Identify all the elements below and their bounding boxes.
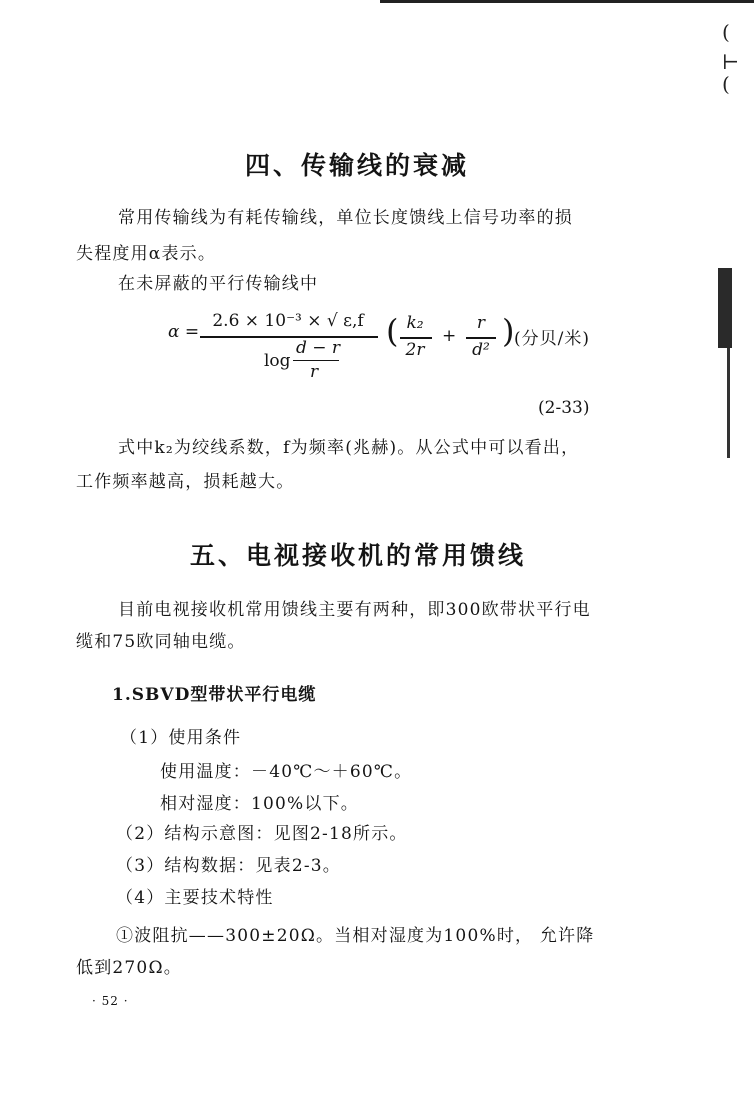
section-5-paragraph-1-line-1: 目前电视接收机常用馈线主要有两种，即300欧带状平行电 bbox=[118, 600, 591, 620]
list-item-4: （4）主要技术特性 bbox=[116, 888, 274, 908]
list-item-4-1-line-2: 低到270Ω。 bbox=[76, 958, 182, 978]
formula-paren-open: ( bbox=[386, 312, 399, 350]
list-item-1-a: 使用温度：－40℃～＋60℃。 bbox=[160, 762, 413, 782]
formula-term2-denominator: d² bbox=[472, 340, 490, 360]
formula-log-denominator: r bbox=[310, 362, 319, 382]
section-4-paragraph-1-line-2: 失程度用α表示。 bbox=[76, 244, 217, 264]
formula-paren-close: ) bbox=[502, 312, 515, 350]
formula-term2-bar bbox=[466, 337, 496, 339]
list-item-1: （1）使用条件 bbox=[120, 728, 242, 748]
section-4-paragraph-3-line-2: 工作频率越高，损耗越大。 bbox=[76, 472, 295, 492]
formula-term1-numerator: k₂ bbox=[406, 313, 424, 333]
formula-fraction-bar bbox=[200, 336, 378, 338]
formula-term2-numerator: r bbox=[476, 313, 486, 333]
formula-log: log bbox=[264, 351, 291, 371]
formula-log-numerator: d − r bbox=[296, 338, 341, 358]
scan-edge-mark: ⊢ bbox=[722, 50, 740, 74]
formula-numerator: 2.6 × 10⁻³ × √ ε,f bbox=[212, 311, 364, 331]
formula-unit: (分贝/米) bbox=[514, 329, 590, 349]
scan-top-rule bbox=[380, 0, 754, 3]
list-item-1-b: 相对湿度：100%以下。 bbox=[160, 794, 360, 814]
scan-edge-mark: ( bbox=[722, 20, 730, 44]
scan-edge-bar bbox=[718, 268, 732, 348]
section-5-title: 五、电视接收机的常用馈线 bbox=[190, 541, 527, 570]
scan-edge-line bbox=[727, 348, 730, 458]
section-4-title: 四、传输线的衰减 bbox=[245, 151, 470, 180]
formula-plus: + bbox=[442, 326, 457, 346]
section-5-paragraph-1-line-2: 缆和75欧同轴电缆。 bbox=[76, 632, 246, 652]
subsection-title: 1.SBVD型带状平行电缆 bbox=[112, 685, 317, 705]
formula-number: (2-33) bbox=[538, 398, 590, 418]
scan-edge-mark: ( bbox=[722, 72, 730, 96]
list-item-4-1-line-1: ①波阻抗——300±20Ω。当相对湿度为100%时， 允许降 bbox=[116, 926, 595, 946]
formula-term1-bar bbox=[400, 337, 432, 339]
formula-lhs: α = bbox=[168, 322, 200, 342]
formula-log-fraction-bar bbox=[293, 360, 339, 361]
list-item-3: （3）结构数据：见表2-3。 bbox=[116, 856, 341, 876]
section-4-paragraph-1-line-1: 常用传输线为有耗传输线，单位长度馈线上信号功率的损 bbox=[118, 208, 573, 228]
formula-term1-denominator: 2r bbox=[405, 340, 425, 360]
section-4-paragraph-3-line-1: 式中k₂为绞线系数，f为频率(兆赫)。从公式中可以看出， bbox=[118, 438, 580, 458]
list-item-2: （2）结构示意图：见图2-18所示。 bbox=[116, 824, 408, 844]
page-number: · 52 · bbox=[92, 994, 129, 1008]
section-4-paragraph-2: 在未屏蔽的平行传输线中 bbox=[118, 274, 319, 294]
